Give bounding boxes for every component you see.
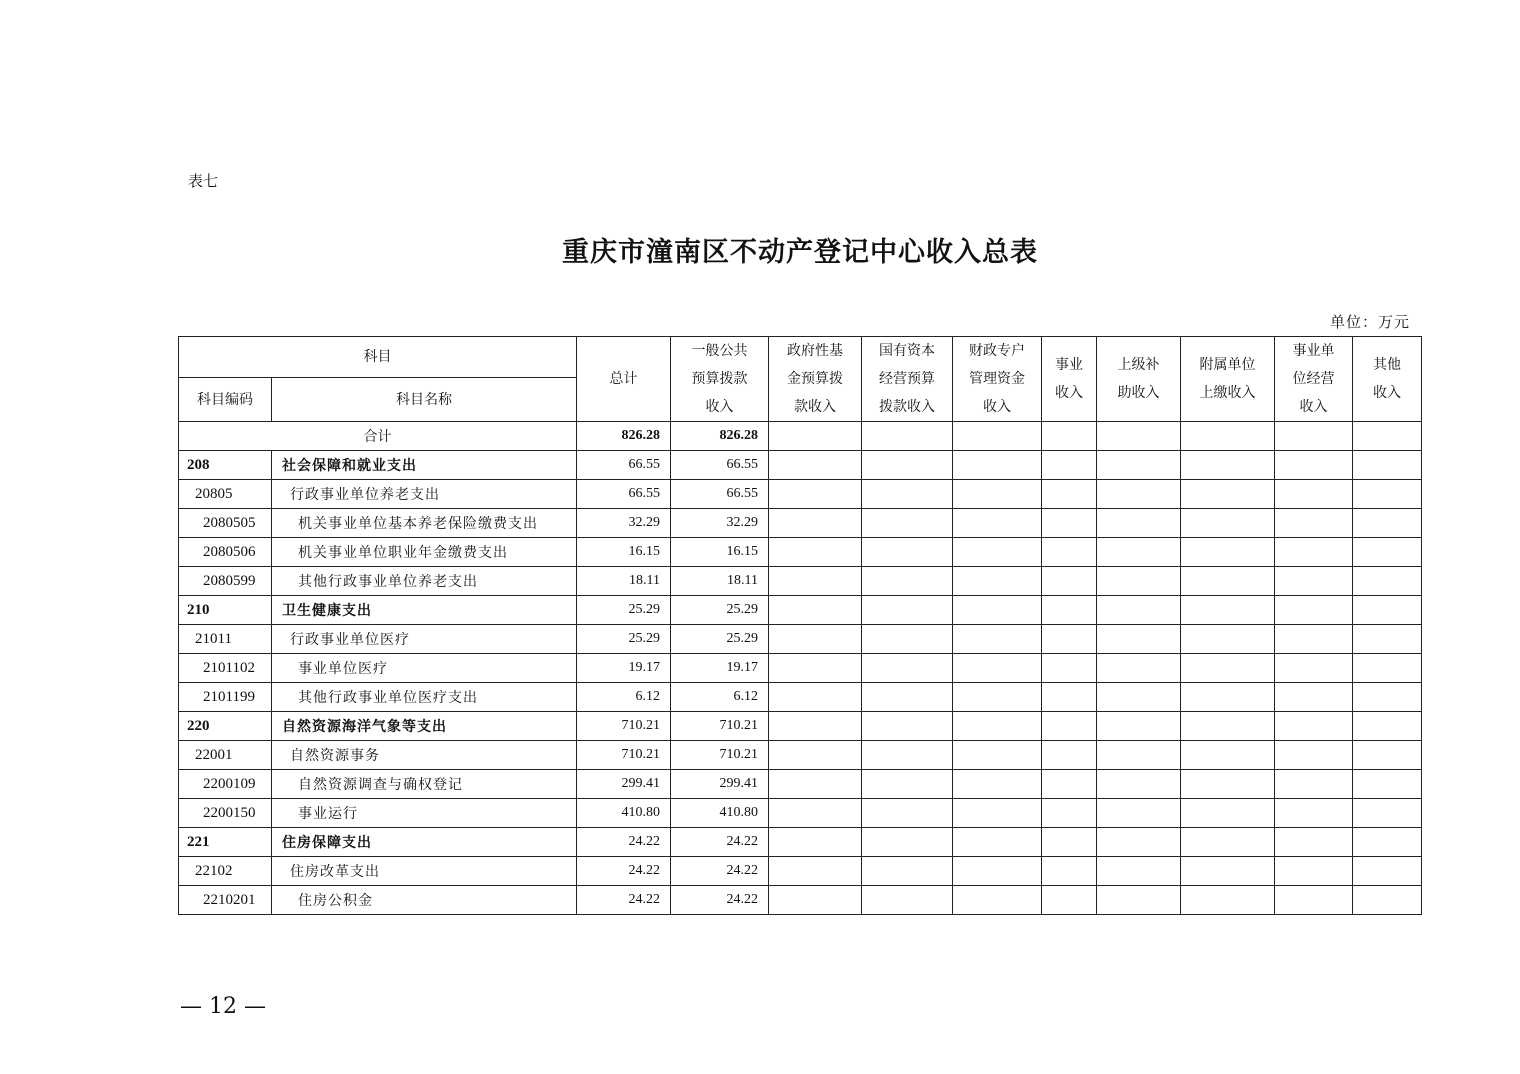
row-code: 22001 bbox=[179, 741, 272, 770]
empty-cell bbox=[862, 712, 953, 741]
table-row bbox=[179, 741, 1422, 770]
row-code: 2080506 bbox=[179, 538, 272, 567]
total-value: 826.28 bbox=[577, 422, 671, 451]
row-name: 自然资源事务 bbox=[272, 741, 577, 770]
header-state-line2: 经营预算 bbox=[879, 371, 935, 387]
empty-cell bbox=[1097, 538, 1181, 567]
row-total: 19.17 bbox=[577, 654, 671, 683]
empty-cell bbox=[1042, 596, 1097, 625]
empty-cell bbox=[862, 567, 953, 596]
header-state-line3: 拨款收入 bbox=[879, 399, 935, 415]
header-gov-line3: 款收入 bbox=[794, 399, 836, 415]
row-general: 24.22 bbox=[671, 857, 769, 886]
row-general: 66.55 bbox=[671, 480, 769, 509]
table-label: 表七 bbox=[188, 172, 219, 190]
empty-cell bbox=[1181, 625, 1275, 654]
row-code: 220 bbox=[179, 712, 272, 741]
empty-cell bbox=[769, 828, 862, 857]
header-fiscal-line1: 财政专户 bbox=[969, 343, 1025, 359]
empty-cell bbox=[1097, 741, 1181, 770]
total-label: 合计 bbox=[179, 422, 577, 451]
header-biz-line2: 位经营 bbox=[1292, 371, 1335, 387]
total-row bbox=[179, 422, 1422, 451]
row-total: 18.11 bbox=[577, 567, 671, 596]
empty-cell bbox=[1042, 770, 1097, 799]
empty-cell bbox=[1275, 683, 1353, 712]
empty-cell bbox=[1097, 480, 1181, 509]
empty-cell bbox=[1181, 480, 1275, 509]
header-state-capital bbox=[862, 337, 953, 422]
table-row bbox=[179, 886, 1422, 915]
empty-cell bbox=[862, 770, 953, 799]
empty-cell bbox=[1275, 509, 1353, 538]
empty-cell bbox=[953, 654, 1042, 683]
row-general: 410.80 bbox=[671, 799, 769, 828]
empty-cell bbox=[1275, 422, 1353, 451]
header-affiliate-income bbox=[1181, 337, 1275, 422]
empty-cell bbox=[1353, 422, 1422, 451]
empty-cell bbox=[1181, 567, 1275, 596]
empty-cell bbox=[1097, 596, 1181, 625]
empty-cell bbox=[1042, 422, 1097, 451]
row-code: 2080505 bbox=[179, 509, 272, 538]
row-general: 25.29 bbox=[671, 596, 769, 625]
row-name: 卫生健康支出 bbox=[272, 596, 577, 625]
row-code: 21011 bbox=[179, 625, 272, 654]
row-name: 自然资源海洋气象等支出 bbox=[272, 712, 577, 741]
empty-cell bbox=[953, 422, 1042, 451]
empty-cell bbox=[1097, 567, 1181, 596]
empty-cell bbox=[862, 741, 953, 770]
empty-cell bbox=[1275, 712, 1353, 741]
empty-cell bbox=[1181, 857, 1275, 886]
empty-cell bbox=[1181, 741, 1275, 770]
row-name: 自然资源调查与确权登记 bbox=[272, 770, 577, 799]
header-fiscal-line3: 收入 bbox=[983, 399, 1011, 415]
table-row bbox=[179, 799, 1422, 828]
header-upper-line2: 助收入 bbox=[1117, 385, 1160, 401]
empty-cell bbox=[862, 828, 953, 857]
empty-cell bbox=[862, 857, 953, 886]
empty-cell bbox=[769, 451, 862, 480]
header-biz-line1: 事业单 bbox=[1292, 343, 1335, 359]
row-name: 其他行政事业单位医疗支出 bbox=[272, 683, 577, 712]
header-upper-line1: 上级补 bbox=[1117, 357, 1160, 373]
row-name: 行政事业单位医疗 bbox=[272, 625, 577, 654]
empty-cell bbox=[953, 683, 1042, 712]
header-upper-subsidy bbox=[1097, 337, 1181, 422]
empty-cell bbox=[769, 422, 862, 451]
empty-cell bbox=[862, 799, 953, 828]
empty-cell bbox=[1353, 741, 1422, 770]
row-general: 710.21 bbox=[671, 741, 769, 770]
empty-cell bbox=[1353, 799, 1422, 828]
empty-cell bbox=[1097, 712, 1181, 741]
empty-cell bbox=[953, 451, 1042, 480]
empty-cell bbox=[1097, 509, 1181, 538]
empty-cell bbox=[1275, 741, 1353, 770]
empty-cell bbox=[1275, 857, 1353, 886]
unit-label: 单位：万元 bbox=[1329, 313, 1410, 331]
header-code: 科目编码 bbox=[179, 378, 272, 422]
empty-cell bbox=[1097, 683, 1181, 712]
row-name: 住房公积金 bbox=[272, 886, 577, 915]
page-number: — 12 — bbox=[180, 994, 266, 1019]
header-other-line2: 收入 bbox=[1373, 385, 1401, 401]
row-code: 2210201 bbox=[179, 886, 272, 915]
empty-cell bbox=[862, 422, 953, 451]
row-total: 299.41 bbox=[577, 770, 671, 799]
empty-cell bbox=[1181, 712, 1275, 741]
header-career-line2: 收入 bbox=[1055, 385, 1083, 401]
header-state-line1: 国有资本 bbox=[879, 343, 935, 359]
empty-cell bbox=[1181, 538, 1275, 567]
header-gov-line1: 政府性基 bbox=[787, 343, 843, 359]
row-name: 住房改革支出 bbox=[272, 857, 577, 886]
row-total: 6.12 bbox=[577, 683, 671, 712]
empty-cell bbox=[1275, 567, 1353, 596]
empty-cell bbox=[1353, 857, 1422, 886]
empty-cell bbox=[953, 828, 1042, 857]
empty-cell bbox=[953, 538, 1042, 567]
table-row bbox=[179, 857, 1422, 886]
empty-cell bbox=[862, 654, 953, 683]
row-name: 社会保障和就业支出 bbox=[272, 451, 577, 480]
header-gov-line2: 金预算拨 bbox=[787, 371, 843, 387]
empty-cell bbox=[953, 480, 1042, 509]
header-affiliate-line2: 上缴收入 bbox=[1199, 385, 1256, 401]
empty-cell bbox=[769, 567, 862, 596]
table-row bbox=[179, 451, 1422, 480]
empty-cell bbox=[1353, 654, 1422, 683]
row-code: 20805 bbox=[179, 480, 272, 509]
empty-cell bbox=[1042, 741, 1097, 770]
empty-cell bbox=[953, 625, 1042, 654]
header-gov-fund bbox=[769, 337, 862, 422]
empty-cell bbox=[862, 538, 953, 567]
empty-cell bbox=[1042, 712, 1097, 741]
row-code: 2080599 bbox=[179, 567, 272, 596]
row-general: 66.55 bbox=[671, 451, 769, 480]
empty-cell bbox=[1353, 451, 1422, 480]
row-total: 710.21 bbox=[577, 712, 671, 741]
row-name: 住房保障支出 bbox=[272, 828, 577, 857]
empty-cell bbox=[769, 799, 862, 828]
row-code: 2101199 bbox=[179, 683, 272, 712]
row-general: 19.17 bbox=[671, 654, 769, 683]
empty-cell bbox=[1275, 828, 1353, 857]
row-total: 24.22 bbox=[577, 828, 671, 857]
empty-cell bbox=[1353, 625, 1422, 654]
empty-cell bbox=[862, 625, 953, 654]
row-code: 221 bbox=[179, 828, 272, 857]
row-total: 66.55 bbox=[577, 480, 671, 509]
row-total: 25.29 bbox=[577, 625, 671, 654]
empty-cell bbox=[1353, 538, 1422, 567]
row-name: 事业运行 bbox=[272, 799, 577, 828]
empty-cell bbox=[1181, 886, 1275, 915]
empty-cell bbox=[1353, 886, 1422, 915]
empty-cell bbox=[769, 625, 862, 654]
row-name: 事业单位医疗 bbox=[272, 654, 577, 683]
row-total: 25.29 bbox=[577, 596, 671, 625]
table-row bbox=[179, 509, 1422, 538]
empty-cell bbox=[953, 857, 1042, 886]
header-total: 总计 bbox=[577, 337, 671, 422]
table-row bbox=[179, 683, 1422, 712]
empty-cell bbox=[1097, 625, 1181, 654]
table-row bbox=[179, 480, 1422, 509]
empty-cell bbox=[1275, 480, 1353, 509]
row-total: 24.22 bbox=[577, 857, 671, 886]
row-code: 2101102 bbox=[179, 654, 272, 683]
row-general: 18.11 bbox=[671, 567, 769, 596]
header-business-income bbox=[1275, 337, 1353, 422]
empty-cell bbox=[1042, 625, 1097, 654]
empty-cell bbox=[1275, 625, 1353, 654]
empty-cell bbox=[862, 509, 953, 538]
empty-cell bbox=[862, 480, 953, 509]
empty-cell bbox=[769, 770, 862, 799]
empty-cell bbox=[1042, 828, 1097, 857]
header-subject: 科目 bbox=[179, 337, 577, 378]
empty-cell bbox=[1275, 538, 1353, 567]
row-name: 行政事业单位养老支出 bbox=[272, 480, 577, 509]
empty-cell bbox=[1353, 509, 1422, 538]
empty-cell bbox=[1042, 538, 1097, 567]
header-biz-line3: 收入 bbox=[1299, 399, 1328, 415]
empty-cell bbox=[769, 596, 862, 625]
row-general: 24.22 bbox=[671, 886, 769, 915]
empty-cell bbox=[953, 567, 1042, 596]
empty-cell bbox=[862, 683, 953, 712]
page-title: 重庆市潼南区不动产登记中心收入总表 bbox=[562, 237, 1038, 268]
empty-cell bbox=[1275, 886, 1353, 915]
empty-cell bbox=[1097, 654, 1181, 683]
row-total: 24.22 bbox=[577, 886, 671, 915]
row-total: 710.21 bbox=[577, 741, 671, 770]
row-name: 机关事业单位职业年金缴费支出 bbox=[272, 538, 577, 567]
empty-cell bbox=[1042, 567, 1097, 596]
empty-cell bbox=[1042, 451, 1097, 480]
empty-cell bbox=[1181, 799, 1275, 828]
row-general: 710.21 bbox=[671, 712, 769, 741]
empty-cell bbox=[953, 741, 1042, 770]
empty-cell bbox=[1353, 712, 1422, 741]
empty-cell bbox=[1275, 654, 1353, 683]
empty-cell bbox=[1181, 770, 1275, 799]
empty-cell bbox=[769, 857, 862, 886]
empty-cell bbox=[1353, 683, 1422, 712]
empty-cell bbox=[1042, 480, 1097, 509]
empty-cell bbox=[1097, 857, 1181, 886]
empty-cell bbox=[1181, 422, 1275, 451]
header-general-budget bbox=[671, 337, 769, 422]
empty-cell bbox=[953, 886, 1042, 915]
empty-cell bbox=[769, 480, 862, 509]
empty-cell bbox=[1353, 828, 1422, 857]
header-career-line1: 事业 bbox=[1055, 357, 1083, 373]
empty-cell bbox=[1181, 654, 1275, 683]
header-career-income bbox=[1042, 337, 1097, 422]
row-code: 2200150 bbox=[179, 799, 272, 828]
row-general: 25.29 bbox=[671, 625, 769, 654]
row-total: 410.80 bbox=[577, 799, 671, 828]
empty-cell bbox=[1042, 654, 1097, 683]
table-row bbox=[179, 538, 1422, 567]
row-code: 2200109 bbox=[179, 770, 272, 799]
table-row bbox=[179, 567, 1422, 596]
empty-cell bbox=[953, 712, 1042, 741]
empty-cell bbox=[1042, 857, 1097, 886]
empty-cell bbox=[769, 654, 862, 683]
table-row bbox=[179, 654, 1422, 683]
empty-cell bbox=[769, 886, 862, 915]
empty-cell bbox=[769, 712, 862, 741]
empty-cell bbox=[1275, 770, 1353, 799]
empty-cell bbox=[1097, 828, 1181, 857]
empty-cell bbox=[1353, 596, 1422, 625]
empty-cell bbox=[862, 886, 953, 915]
empty-cell bbox=[1353, 770, 1422, 799]
row-name: 机关事业单位基本养老保险缴费支出 bbox=[272, 509, 577, 538]
empty-cell bbox=[769, 538, 862, 567]
header-name: 科目名称 bbox=[272, 378, 577, 422]
table-row bbox=[179, 828, 1422, 857]
row-code: 22102 bbox=[179, 857, 272, 886]
empty-cell bbox=[1275, 451, 1353, 480]
header-fiscal-account bbox=[953, 337, 1042, 422]
row-total: 16.15 bbox=[577, 538, 671, 567]
row-general: 6.12 bbox=[671, 683, 769, 712]
row-code: 208 bbox=[179, 451, 272, 480]
empty-cell bbox=[953, 799, 1042, 828]
empty-cell bbox=[862, 451, 953, 480]
empty-cell bbox=[769, 683, 862, 712]
row-general: 24.22 bbox=[671, 828, 769, 857]
empty-cell bbox=[1097, 422, 1181, 451]
empty-cell bbox=[1181, 828, 1275, 857]
income-table bbox=[178, 336, 1422, 915]
empty-cell bbox=[1097, 770, 1181, 799]
table-row bbox=[179, 625, 1422, 654]
row-general: 16.15 bbox=[671, 538, 769, 567]
empty-cell bbox=[1042, 886, 1097, 915]
empty-cell bbox=[1097, 886, 1181, 915]
empty-cell bbox=[1275, 799, 1353, 828]
header-general-line3: 收入 bbox=[705, 399, 734, 415]
empty-cell bbox=[769, 509, 862, 538]
row-total: 66.55 bbox=[577, 451, 671, 480]
row-name: 其他行政事业单位养老支出 bbox=[272, 567, 577, 596]
table-row bbox=[179, 712, 1422, 741]
row-total: 32.29 bbox=[577, 509, 671, 538]
row-general: 32.29 bbox=[671, 509, 769, 538]
header-fiscal-line2: 管理资金 bbox=[969, 371, 1025, 387]
empty-cell bbox=[1181, 509, 1275, 538]
empty-cell bbox=[1181, 596, 1275, 625]
empty-cell bbox=[1353, 480, 1422, 509]
header-other-income bbox=[1353, 337, 1422, 422]
empty-cell bbox=[953, 596, 1042, 625]
header-general-line1: 一般公共 bbox=[691, 343, 748, 359]
empty-cell bbox=[953, 509, 1042, 538]
total-general: 826.28 bbox=[671, 422, 769, 451]
empty-cell bbox=[1042, 799, 1097, 828]
empty-cell bbox=[1042, 683, 1097, 712]
empty-cell bbox=[1353, 567, 1422, 596]
empty-cell bbox=[953, 770, 1042, 799]
empty-cell bbox=[1181, 451, 1275, 480]
empty-cell bbox=[1042, 509, 1097, 538]
header-other-line1: 其他 bbox=[1373, 357, 1401, 373]
empty-cell bbox=[1275, 596, 1353, 625]
table-row bbox=[179, 596, 1422, 625]
empty-cell bbox=[1097, 799, 1181, 828]
empty-cell bbox=[769, 741, 862, 770]
empty-cell bbox=[862, 596, 953, 625]
row-general: 299.41 bbox=[671, 770, 769, 799]
table-row bbox=[179, 770, 1422, 799]
empty-cell bbox=[1097, 451, 1181, 480]
header-affiliate-line1: 附属单位 bbox=[1199, 357, 1256, 373]
header-general-line2: 预算拨款 bbox=[691, 371, 748, 387]
empty-cell bbox=[1181, 683, 1275, 712]
row-code: 210 bbox=[179, 596, 272, 625]
